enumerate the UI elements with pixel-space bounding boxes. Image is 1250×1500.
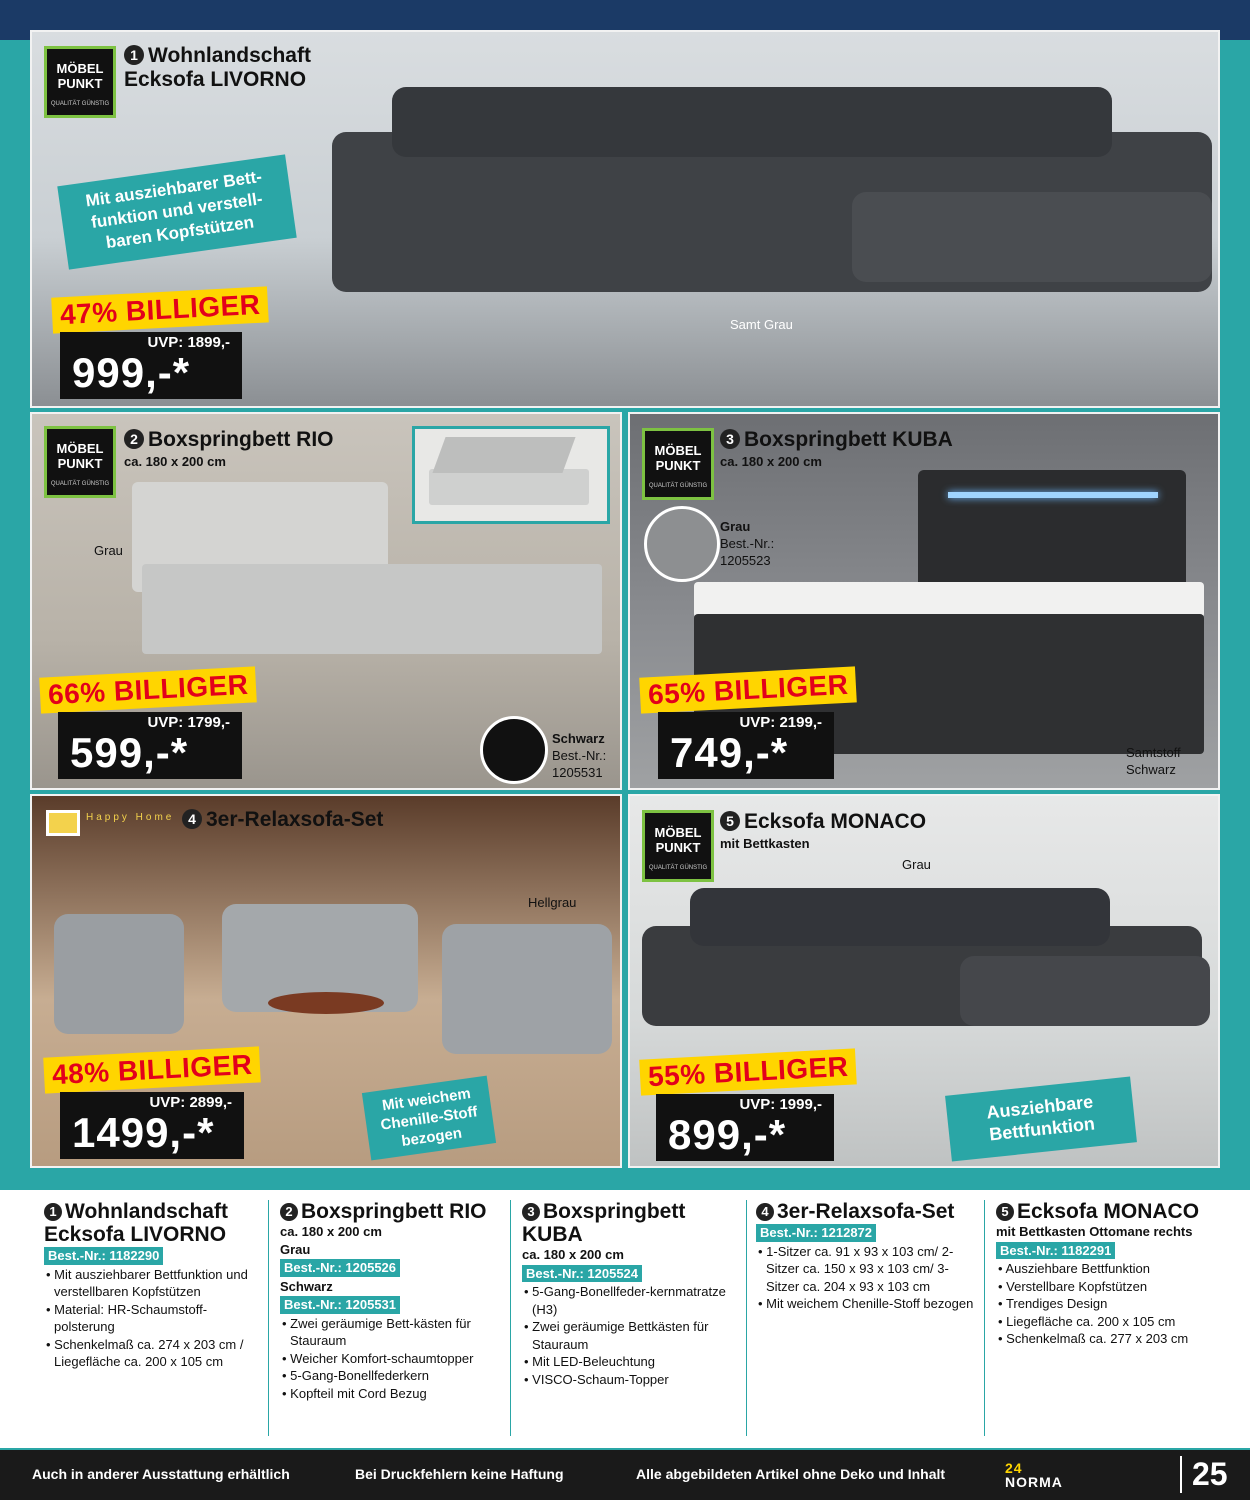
product-title: 1 Wohnlandschaft Ecksofa LIVORNO [124, 44, 311, 91]
order-number: Best.-Nr.: 1205524 [522, 1265, 642, 1283]
coffee-table [268, 992, 384, 1014]
sale-price: 599,-* [70, 729, 189, 776]
info-column-livorno [44, 1200, 264, 1371]
number-badge: 1 [124, 45, 144, 65]
product-info-strip [0, 1190, 1250, 1448]
moebel-punkt-logo: MÖBEL PUNKT QUALITÄT GÜNSTIG [44, 46, 116, 118]
info-column-rio: 2 Boxspringbett RIO ca. 180 x 200 cm Grau Best.-Nr.: 1205526 Schwarz Best.-Nr.: 1205531 • Zwei geräumige Bett-kästen für Stauraum • Weicher Komfort-schaumtopper • 5-Gang-Bonellfederkern • Kopfteil mit Cord Bezug [280, 1200, 506, 1402]
info-title: 2 Boxspringbett RIO [280, 1200, 506, 1223]
order-number: Best.-Nr.: 1182290 [44, 1247, 163, 1265]
bed-image-rio [142, 564, 602, 654]
product-panel-rio[interactable] [30, 412, 622, 790]
feature-list: • Ausziehbare Bettfunktion • Verstellbare Kopfstützen • Trendiges Design • Liegefläche ca. 200 x 105 cm • Schenkelmaß ca. 277 x 203 cm [996, 1260, 1226, 1348]
happy-home-logo: Happy Home [46, 806, 176, 840]
color-label: Grau [94, 543, 123, 558]
info-title: 3 Boxspringbett KUBA [522, 1200, 686, 1246]
uvp-price: UVP: 2899,- [149, 1094, 232, 1111]
number-badge: 3 [720, 429, 740, 449]
swatch-label: Grau Best.-Nr.: 1205523 [720, 519, 775, 568]
number-badge: 5 [720, 811, 740, 831]
product-panel-monaco[interactable] [628, 794, 1220, 1168]
column-divider [268, 1200, 269, 1436]
order-number: Best.-Nr.: 1182291 [996, 1242, 1115, 1260]
discount-badge: 55% BILLIGER [639, 1048, 857, 1095]
discount-badge: 48% BILLIGER [43, 1046, 261, 1093]
color-label: Samt Grau [730, 317, 793, 332]
order-number: Best.-Nr.: 1212872 [756, 1224, 876, 1242]
moebel-punkt-logo: MÖBEL PUNKT QUALITÄT GÜNSTIG [44, 426, 116, 498]
armchair-left [54, 914, 184, 1034]
number-badge: 2 [124, 429, 144, 449]
sofa-chaise [960, 956, 1210, 1026]
footer-note-printing: Bei Druckfehlern keine Haftung [355, 1466, 564, 1482]
product-size: ca. 180 x 200 cm [720, 454, 822, 469]
page-number: 25 [1180, 1456, 1228, 1493]
product-panel-livorno[interactable] [30, 30, 1220, 408]
product-size: mit Bettkasten [720, 836, 810, 851]
moebel-punkt-logo: MÖBEL PUNKT QUALITÄT GÜNSTIG [642, 428, 714, 500]
color-label: Hellgrau [528, 895, 577, 910]
price-box [658, 712, 834, 779]
house-icon [46, 810, 80, 836]
column-divider [510, 1200, 511, 1436]
sale-price: 749,-* [670, 729, 789, 776]
swatch-label: Schwarz Best.-Nr.: 1205531 [552, 731, 607, 780]
info-title: 4 3er-Relaxsofa-Set [756, 1200, 974, 1223]
product-title: 3 Boxspringbett KUBA [720, 428, 953, 452]
price-box [60, 1092, 244, 1159]
bed-storage-inset [412, 426, 610, 524]
sale-price: 1499,-* [72, 1109, 215, 1156]
bed-headboard-kuba [918, 470, 1186, 600]
uvp-price: UVP: 2199,- [739, 714, 822, 731]
footer-note-availability: Auch in anderer Ausstattung erhältlich [32, 1466, 290, 1482]
discount-badge: 65% BILLIGER [639, 666, 857, 713]
product-panel-relaxsofa[interactable] [30, 794, 622, 1168]
product-title: 4 3er-Relaxsofa-Set [182, 808, 383, 832]
info-column-relaxsofa [756, 1200, 974, 1313]
column-divider [984, 1200, 985, 1436]
color-label: Grau [902, 857, 931, 872]
sofa-backrest [690, 888, 1110, 946]
discount-badge: 66% BILLIGER [39, 666, 257, 713]
uvp-price: UVP: 1999,- [739, 1096, 822, 1113]
footer-note-deco: Alle abgebildeten Artikel ohne Deko und Inhalt [636, 1466, 946, 1482]
feature-list: • 5-Gang-Bonellfeder-kernmatratze (H3) • Zwei geräumige Bettkästen für Stauraum • Mit LED-Beleuchtung • VISCO-Schaum-Topper [522, 1283, 732, 1388]
product-panel-kuba[interactable] [628, 412, 1220, 790]
sale-price: 899,-* [668, 1111, 787, 1158]
sofa-backrest [392, 87, 1112, 157]
column-divider [746, 1200, 747, 1436]
product-size: ca. 180 x 200 cm [124, 454, 226, 469]
norma24-logo[interactable]: NORMA $^{24}$ [1005, 1460, 1063, 1490]
feature-badge: Mit weichem Chenille-Stoff bezogen [362, 1076, 496, 1161]
info-column-monaco: 5 Ecksofa MONACO mit Bettkasten Ottomane rechts Best.-Nr.: 1182291 • Ausziehbare Bettfunktion • Verstellbare Kopfstützen • Trendiges Design • Liegefläche ca. 200 x 105 cm • Schenkelmaß ca. 277 x 203 cm [996, 1200, 1226, 1348]
color-swatch-schwarz[interactable] [480, 716, 548, 784]
feature-badge: Mit ausziehbarer Bett-funktion und verstell-baren Kopfstützen [57, 154, 296, 269]
order-number: Best.-Nr.: 1205531 [280, 1296, 400, 1314]
price-box [656, 1094, 834, 1161]
footer [0, 1450, 1250, 1500]
order-number: Best.-Nr.: 1205526 [280, 1259, 400, 1277]
discount-badge: 47% BILLIGER [51, 286, 269, 333]
sofa-3-seater [442, 924, 612, 1054]
number-badge: 4 [182, 809, 202, 829]
color-label: Samtstoff Schwarz [1126, 745, 1181, 777]
uvp-price: UVP: 1899,- [147, 334, 230, 351]
feature-list: • Mit ausziehbarer Bettfunktion und verstellbaren Kopfstützen • Material: HR-Schaumstoff-polsterung • Schenkelmaß ca. 274 x 203 cm / Liegefläche ca. 200 x 105 cm [44, 1266, 264, 1371]
info-column-kuba: 3 Boxspringbett KUBA ca. 180 x 200 cm Best.-Nr.: 1205524 • 5-Gang-Bonellfeder-kernmatratze (H3) • Zwei geräumige Bettkästen für Stauraum • Mit LED-Beleuchtung • VISCO-Schaum-Topper [522, 1200, 732, 1388]
sale-price: 999,-* [72, 349, 191, 396]
feature-list: • Zwei geräumige Bett-kästen für Stauraum • Weicher Komfort-schaumtopper • 5-Gang-Bonellfederkern • Kopfteil mit Cord Bezug [280, 1315, 506, 1403]
product-title: 2 Boxspringbett RIO [124, 428, 334, 452]
feature-badge: Ausziehbare Bettfunktion [945, 1076, 1137, 1161]
info-title: 5 Ecksofa MONACO [996, 1200, 1226, 1223]
product-title: 5 Ecksofa MONACO [720, 810, 926, 834]
info-title: 1 Wohnlandschaft Ecksofa LIVORNO [44, 1200, 228, 1246]
led-light-strip [948, 492, 1158, 498]
bed-image-kuba [694, 582, 1204, 618]
price-box [60, 332, 242, 399]
price-box [58, 712, 242, 779]
feature-list: • 1-Sitzer ca. 91 x 93 x 103 cm/ 2-Sitzer ca. 150 x 93 x 103 cm/ 3-Sitzer ca. 204 x 93 x 103 cm • Mit weichem Chenille-Stoff bezogen [756, 1243, 974, 1313]
uvp-price: UVP: 1799,- [147, 714, 230, 731]
moebel-punkt-logo: MÖBEL PUNKT QUALITÄT GÜNSTIG [642, 810, 714, 882]
sofa-chaise [852, 192, 1212, 282]
color-swatch-grau[interactable] [644, 506, 720, 582]
